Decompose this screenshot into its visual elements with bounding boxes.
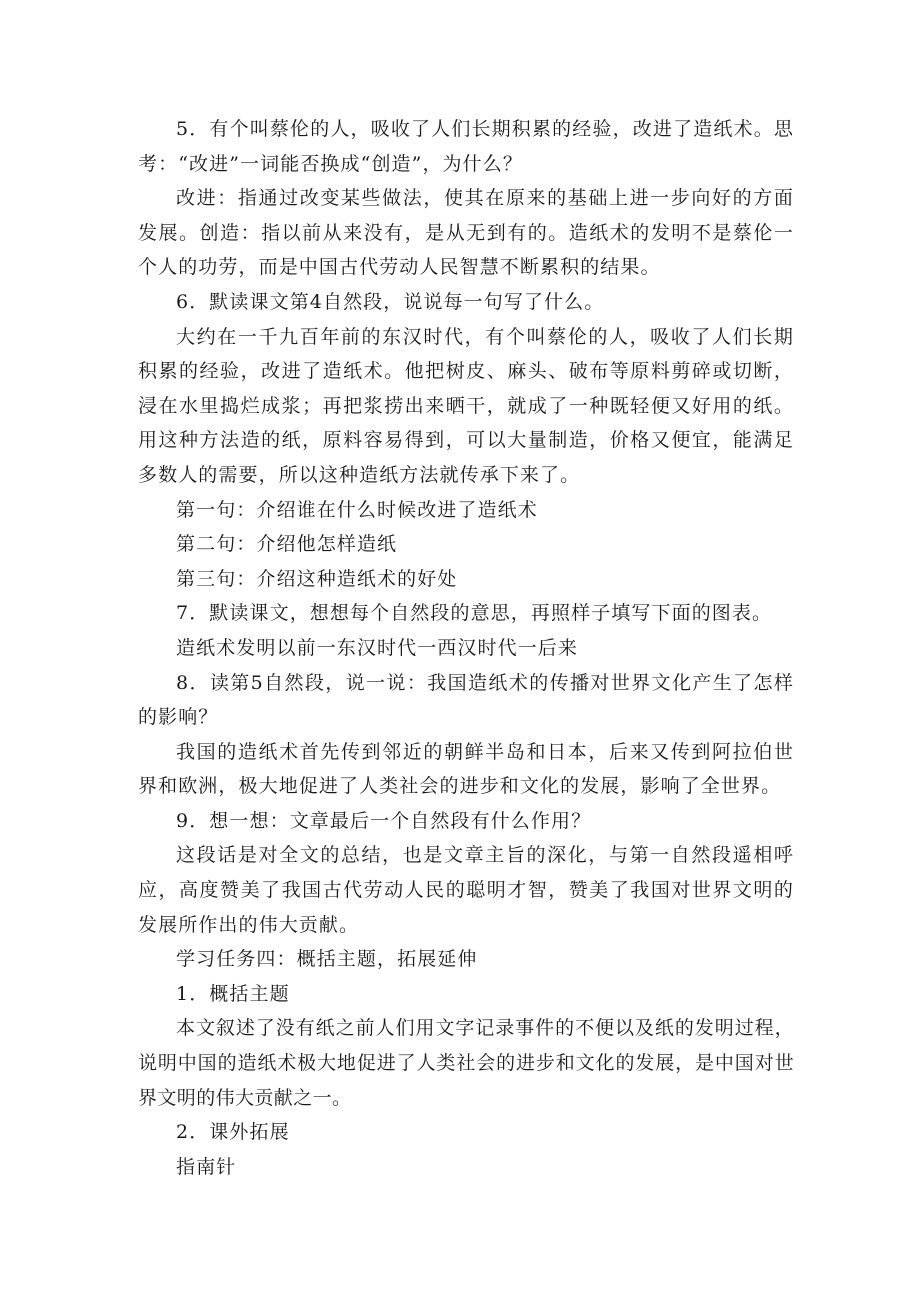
answer-9: 这段话是对全文的总结，也是文章主旨的深化，与第一自然段遥相呼应，高度赞美了我国古代劳动人民的聪明才智，赞美了我国对世界文明的发展所作出的伟大贡献。	[138, 844, 794, 936]
question-8: 8．读第5自然段，说一说：我国造纸术的传播对世界文化产生了怎样的影响？	[138, 671, 794, 729]
task-4-heading: 学习任务四：概括主题，拓展延伸	[176, 948, 478, 971]
question-6: 6．默读课文第4自然段，说说每一句写了什么。	[176, 290, 605, 313]
extension-topic: 指南针	[176, 1155, 237, 1178]
document-body	[138, 112, 794, 1184]
question-9: 9．想一想：文章最后一个自然段有什么作用？	[176, 809, 592, 832]
subheading-2: 2．课外拓展	[176, 1121, 290, 1144]
answer-6-passage: 大约在一千九百年前的东汉时代，有个叫蔡伦的人，吸收了人们长期积累的经验，改进了造纸术。他把树皮、麻头、破布等原料剪碎或切断，浸在水里捣烂成浆；再把浆捞出来晒干，就成了一种既轻便又好用的纸。用这种方法造的纸，原料容易得到，可以大量制造，价格又便宜，能满足多数人的需要，所以这种造纸方法就传承下来了。	[138, 325, 794, 486]
question-5: 5．有个叫蔡伦的人，吸收了人们长期积累的经验，改进了造纸术。思考：“改进”一词能否换成“创造”，为什么？	[138, 118, 794, 175]
answer-7: 造纸术发明以前一东汉时代一西汉时代一后来	[176, 636, 579, 659]
theme-summary: 本文叙述了没有纸之前人们用文字记录事件的不便以及纸的发明过程，说明中国的造纸术极大地促进了人类社会的进步和文化的发展，是中国对世界文明的伟大贡献之一。	[138, 1017, 794, 1109]
answer-6-sentence-2: 第二句：介绍他怎样造纸	[176, 533, 398, 556]
question-7: 7．默读课文，想想每个自然段的意思，再照样子填写下面的图表。	[176, 602, 773, 625]
answer-5: 改进：指通过改变某些做法，使其在原来的基础上进一步向好的方面发展。创造：指以前从来没有，是从无到有的。造纸术的发明不是蔡伦一个人的功劳，而是中国古代劳动人民智慧不断累积的结果。	[138, 187, 794, 279]
answer-8: 我国的造纸术首先传到邻近的朝鲜半岛和日本，后来又传到阿拉伯世界和欧洲，极大地促进了人类社会的进步和文化的发展，影响了全世界。	[138, 740, 794, 798]
subheading-1: 1．概括主题	[176, 982, 290, 1005]
answer-6-sentence-1: 第一句：介绍谁在什么时候改进了造纸术	[176, 498, 538, 521]
answer-6-sentence-3: 第三句：介绍这种造纸术的好处	[176, 567, 458, 590]
